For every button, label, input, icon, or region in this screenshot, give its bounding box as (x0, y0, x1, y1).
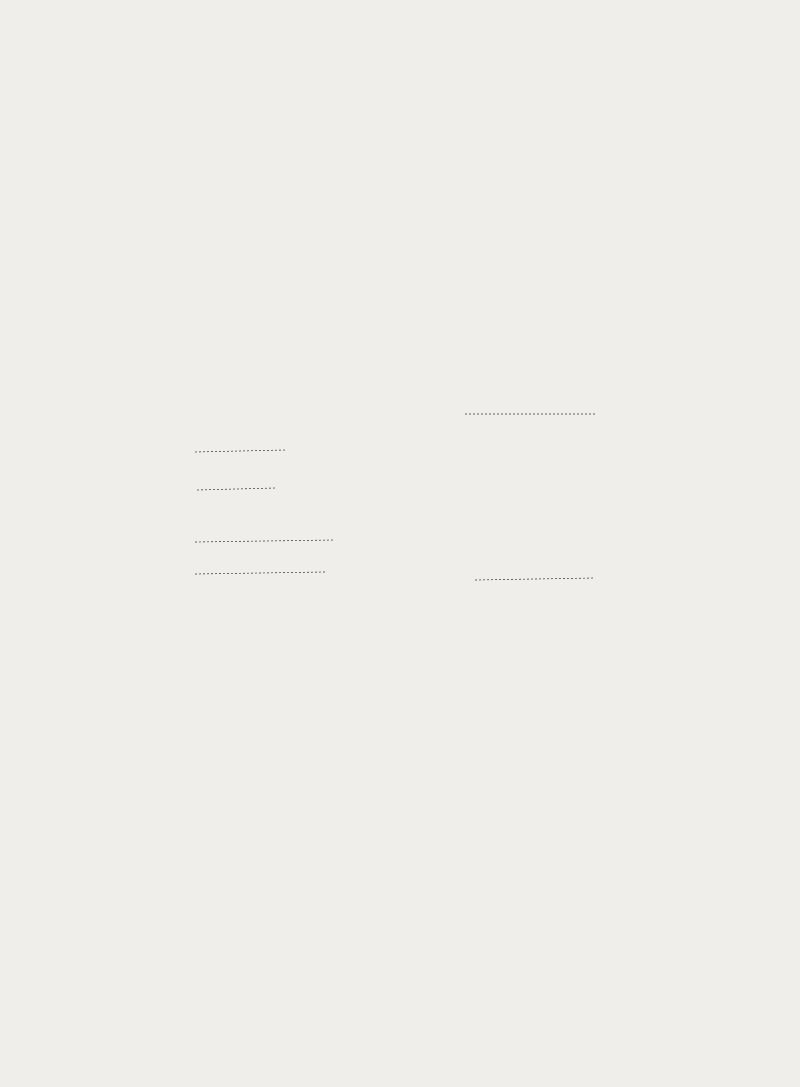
histology-figure (175, 282, 640, 602)
leader-line-a (197, 488, 275, 490)
leader-line-a-double-prime (475, 578, 595, 580)
leader-line-b (195, 450, 285, 452)
lymphocytoma-illustration (175, 282, 640, 602)
leader-line-a-prime (195, 572, 325, 574)
leader-line-c (195, 540, 335, 542)
